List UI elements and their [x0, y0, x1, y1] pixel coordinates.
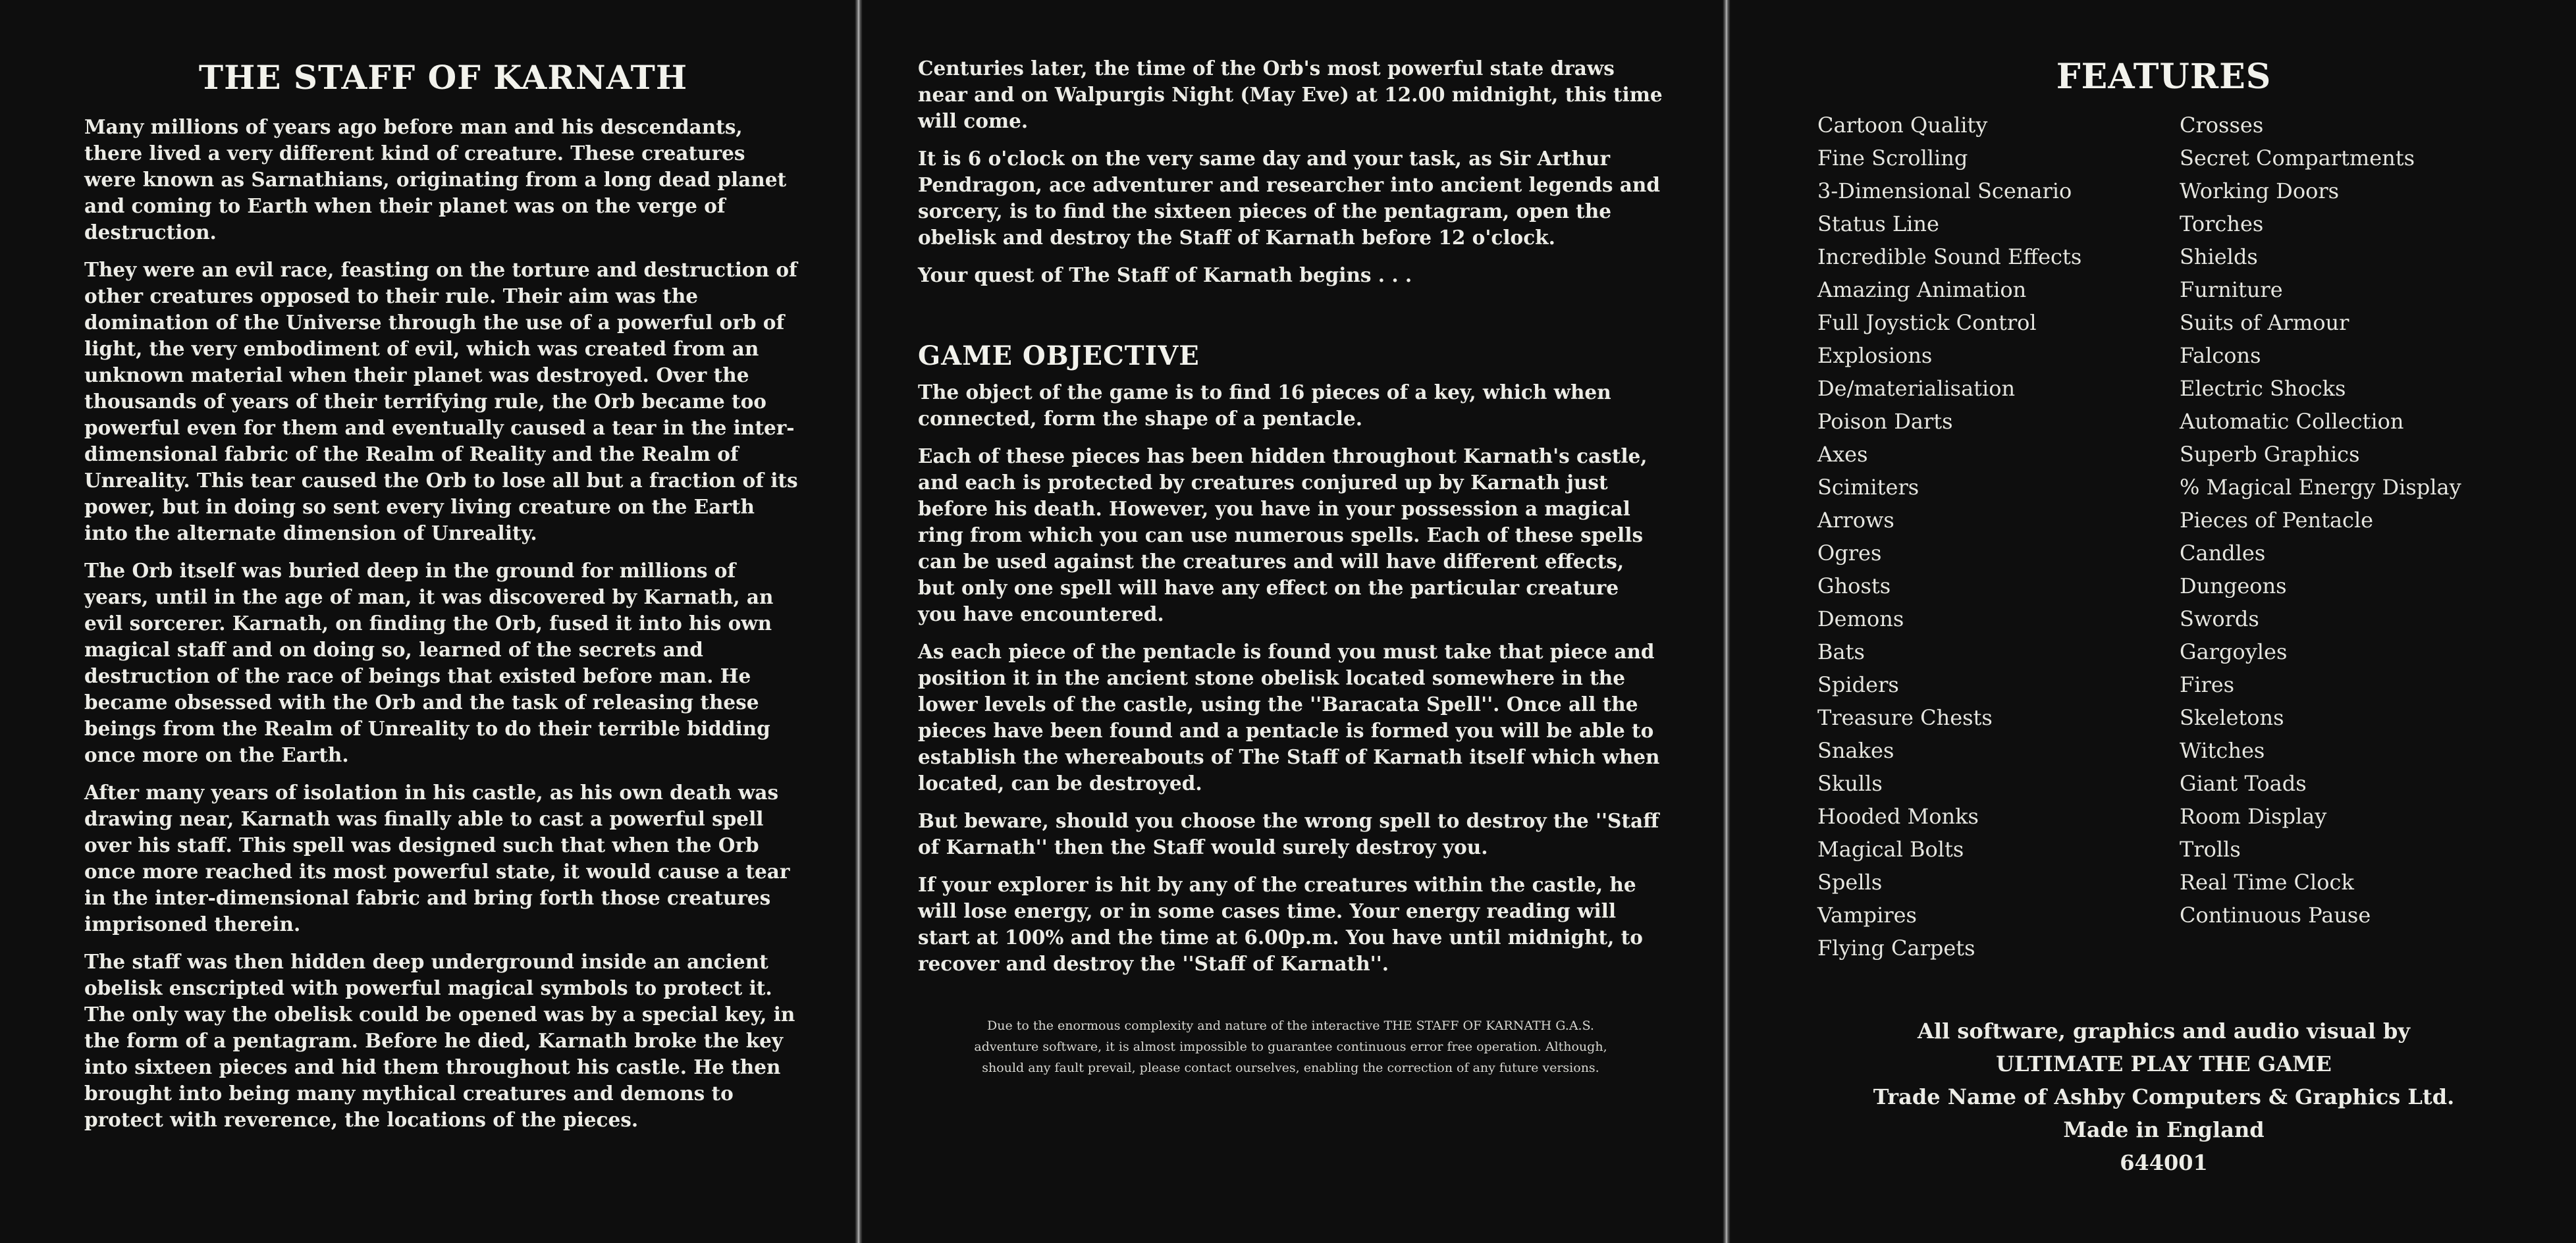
- feature-item: Crosses: [2180, 113, 2264, 138]
- story-paragraph: They were an evil race, feasting on the torture and destruction of other creatures opposed to their rule. Their aim was the domination of the Universe through the use of a powerful orb of light, the very embodiment of evil, which was created from an unknown material when their planet was destroyed. Over the thousands of years of their terrifying rule, the Orb became too powerful even for them and eventually caused a tear in the inter-dimensional fabric of the Realm of Reality and the Realm of Unreality. This tear caused the Orb to lose all but a fraction of its power, but in doing so sent every living creature on the Earth into the alternate dimension of Unreality.: [84, 258, 798, 544]
- feature-item: Working Doors: [2180, 178, 2340, 203]
- feature-item: 3-Dimensional Scenario: [1817, 178, 2072, 203]
- story-paragraph: Your quest of The Staff of Karnath begins . . .: [918, 263, 1412, 286]
- feature-item: Swords: [2180, 606, 2259, 631]
- story-paragraph: It is 6 o'clock on the very same day and your task, as Sir Arthur Pendragon, ace adventurer and researcher into ancient legends and sorcery, is to find the sixteen pieces of the pentagram, open the obelisk and destroy the Staff of Karnath before 12 o'clock.: [918, 147, 1660, 249]
- feature-item: Magical Bolts: [1817, 837, 1964, 862]
- feature-item: De/materialisation: [1817, 376, 2016, 401]
- publisher-name: ULTIMATE PLAY THE GAME: [1996, 1051, 2332, 1076]
- story-continuation: [918, 55, 1663, 288]
- feature-item: Incredible Sound Effects: [1817, 244, 2082, 269]
- feature-item: Axes: [1817, 442, 1868, 467]
- feature-item: Giant Toads: [2180, 771, 2307, 796]
- story-paragraph: The staff was then hidden deep underground inside an ancient obelisk enscripted with powerful magical symbols to protect it. The only way the obelisk could be opened was by a special key, in the form of a pentagram. Before he died, Karnath broke the key into sixteen pieces and hid them throughout his castle. He then brought into being many mythical creatures and demons to protect with reverence, the locations of the pieces.: [84, 950, 795, 1131]
- panel-fold-right: [1723, 0, 1731, 1243]
- feature-item: Bats: [1817, 639, 1865, 664]
- story-text: [84, 114, 802, 1133]
- objective-paragraph: Each of these pieces has been hidden throughout Karnath's castle, and each is protected by creatures conjured up by Karnath just before his death. However, you have in your possession a magical ring from which you can use numerous spells. Each of these spells can be used against the creatures and will have different effects, but only one spell will have any effect on the particular creature you have encountered.: [918, 444, 1648, 625]
- credits-line: Made in England: [2063, 1117, 2265, 1142]
- story-paragraph: Many millions of years ago before man and his descendants, there lived a very different kind of creature. These creatures were known as Sarnathians, originating from a long dead planet and coming to Earth when their planet was on the verge of destruction.: [84, 115, 787, 244]
- feature-item: Spells: [1817, 870, 1883, 895]
- features-list: [1798, 109, 2530, 965]
- feature-item: Gargoyles: [2180, 639, 2288, 664]
- feature-item: Treasure Chests: [1817, 705, 1993, 730]
- feature-item: Amazing Animation: [1817, 277, 2027, 302]
- objective-panel: [863, 0, 1723, 1243]
- warranty-notice: [938, 1015, 1644, 1078]
- feature-item: Candles: [2180, 541, 2266, 566]
- feature-item: Pieces of Pentacle: [2180, 508, 2374, 533]
- feature-item: Poison Darts: [1817, 409, 1953, 434]
- feature-item: Continuous Pause: [2180, 903, 2371, 928]
- feature-item: Skulls: [1817, 771, 1883, 796]
- feature-item: Fine Scrolling: [1817, 145, 1968, 171]
- objective-text: [918, 379, 1663, 977]
- feature-item: Status Line: [1817, 211, 1939, 236]
- feature-item: Trolls: [2180, 837, 2241, 862]
- feature-item: Spiders: [1817, 672, 1899, 697]
- feature-item: Automatic Collection: [2180, 409, 2404, 434]
- features-column-right: [2180, 109, 2509, 965]
- notice-line: Due to the enormous complexity and nature of the interactive THE STAFF OF KARNATH G.A.S.: [987, 1018, 1594, 1033]
- features-panel: [1731, 0, 2576, 1243]
- story-paragraph: After many years of isolation in his castle, as his own death was drawing near, Karnath was finally able to cast a powerful spell over his staff. This spell was designed such that when the Orb once more reached its most powerful state, it would cause a tear in the inter-dimensional fabric and bring forth those creatures imprisoned therein.: [84, 781, 790, 936]
- story-panel: [0, 0, 855, 1243]
- feature-item: Hooded Monks: [1817, 804, 1979, 829]
- features-title: FEATURES: [2056, 57, 2272, 97]
- panel-fold-left: [855, 0, 863, 1243]
- objective-heading: GAME OBJECTIVE: [918, 340, 1200, 371]
- feature-item: Secret Compartments: [2180, 145, 2415, 171]
- feature-item: Real Time Clock: [2180, 870, 2354, 895]
- feature-item: Room Display: [2180, 804, 2327, 829]
- feature-item: Torches: [2180, 211, 2264, 236]
- credits-block: [1798, 1015, 2530, 1179]
- feature-item: Witches: [2180, 738, 2265, 763]
- objective-paragraph: If your explorer is hit by any of the creatures within the castle, he will lose energy, or in some cases time. Your energy reading will start at 100% and the time at 6.00p.m. You have until midnight, to recover and destroy the ''Staff of Karnath''.: [918, 873, 1643, 975]
- feature-item: Ogres: [1817, 541, 1882, 566]
- feature-item: Skeletons: [2180, 705, 2284, 730]
- feature-item: Cartoon Quality: [1817, 113, 1988, 138]
- feature-item: % Magical Energy Display: [2180, 475, 2461, 500]
- credits-line: Trade Name of Ashby Computers & Graphics Ltd.: [1873, 1084, 2455, 1109]
- notice-line: should any fault prevail, please contact ourselves, enabling the correction of any future versions.: [982, 1061, 1599, 1075]
- feature-item: Superb Graphics: [2180, 442, 2360, 467]
- objective-paragraph: The object of the game is to find 16 pieces of a key, which when connected, form the shape of a pentacle.: [918, 381, 1611, 430]
- story-title: THE STAFF OF KARNATH: [198, 58, 688, 97]
- feature-item: Vampires: [1817, 903, 1917, 928]
- credits-line: All software, graphics and audio visual by: [1918, 1018, 2410, 1044]
- objective-paragraph: As each piece of the pentacle is found you must take that piece and position it in the ancient stone obelisk located somewhere in the lower levels of the castle, using the ''Baracata Spell''. Once all the pieces have been found and a pentacle is formed you will be able to establish the whereabouts of The Staff of Karnath itself which when located, can be destroyed.: [918, 640, 1660, 795]
- feature-item: Flying Carpets: [1817, 936, 1975, 961]
- product-code: 644001: [2120, 1150, 2208, 1175]
- feature-item: Falcons: [2180, 343, 2261, 368]
- feature-item: Ghosts: [1817, 573, 1891, 598]
- feature-item: Furniture: [2180, 277, 2283, 302]
- feature-item: Snakes: [1817, 738, 1894, 763]
- feature-item: Scimiters: [1817, 475, 1919, 500]
- feature-item: Demons: [1817, 606, 1904, 631]
- feature-item: Shields: [2180, 244, 2258, 269]
- story-paragraph: Centuries later, the time of the Orb's most powerful state draws near and on Walpurgis Night (May Eve) at 12.00 midnight, this time will come.: [918, 57, 1663, 132]
- feature-item: Explosions: [1817, 343, 1933, 368]
- feature-item: Full Joystick Control: [1817, 310, 2037, 335]
- objective-paragraph: But beware, should you choose the wrong spell to destroy the ''Staff of Karnath'' then the Staff would surely destroy you.: [918, 809, 1659, 859]
- feature-item: Suits of Armour: [2180, 310, 2349, 335]
- feature-item: Arrows: [1817, 508, 1894, 533]
- notice-line: adventure software, it is almost impossible to guarantee continuous error free operation. Although,: [974, 1040, 1607, 1054]
- feature-item: Fires: [2180, 672, 2235, 697]
- feature-item: Electric Shocks: [2180, 376, 2346, 401]
- story-paragraph: The Orb itself was buried deep in the ground for millions of years, until in the age of man, it was discovered by Karnath, an evil sorcerer. Karnath, on finding the Orb, fused it into his own magical staff and on doing so, learned of the secrets and destruction of the race of beings that existed before man. He became obsessed with the Orb and the task of releasing these beings from the Realm of Unreality to do their terrible bidding once more on the Earth.: [84, 559, 774, 766]
- feature-item: Dungeons: [2180, 573, 2287, 598]
- features-column-left: [1798, 109, 2180, 965]
